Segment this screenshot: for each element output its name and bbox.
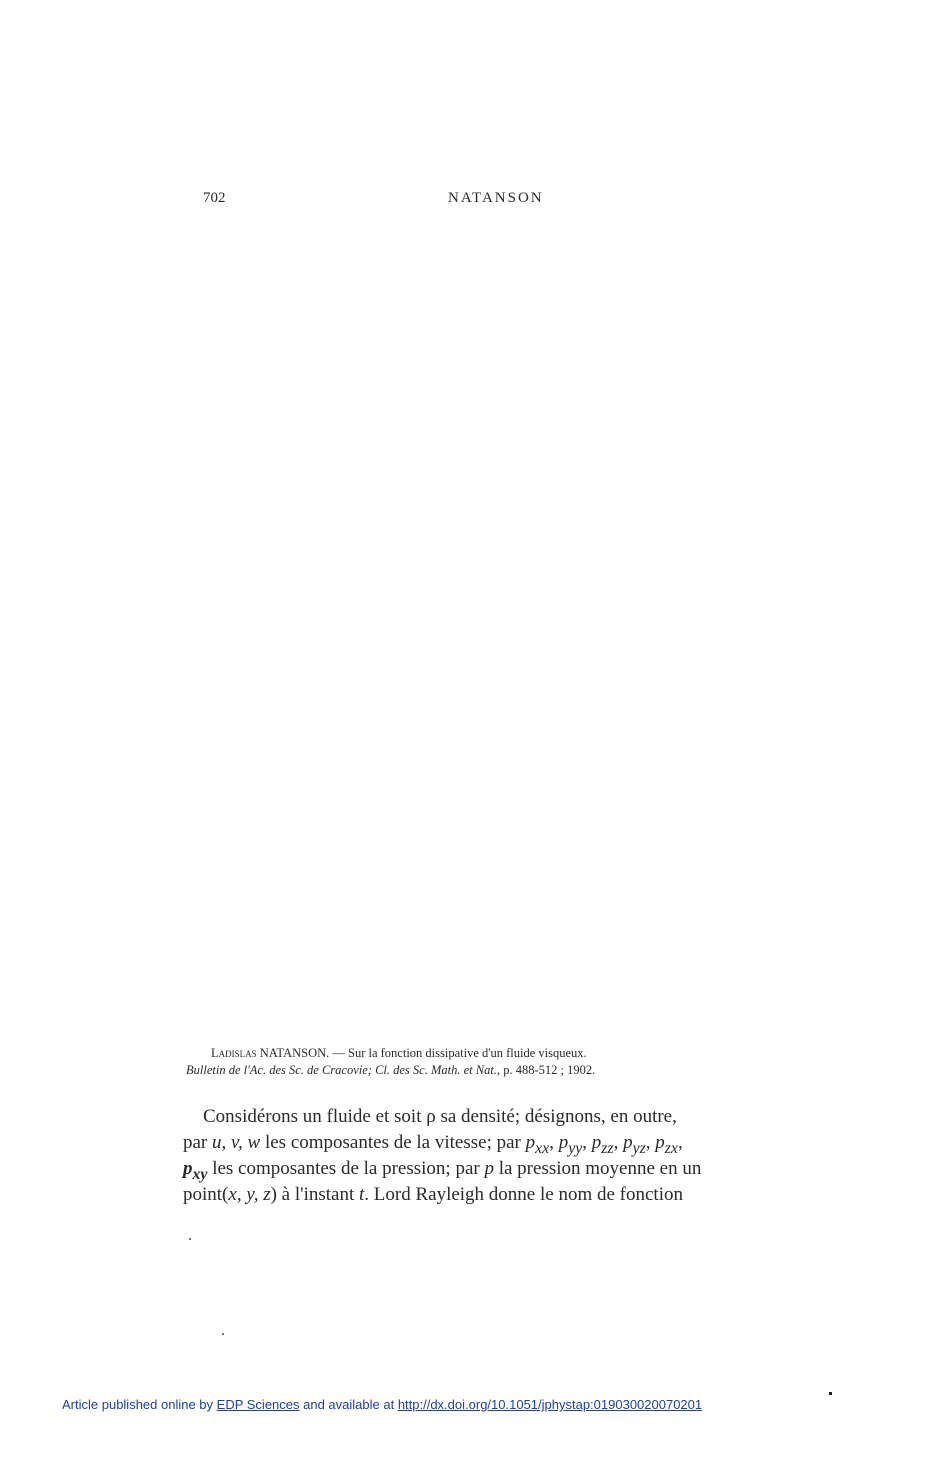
reference-journal: Bulletin de l'Ac. des Sc. de Cracovie; Cl. des Sc. Math. et Nat., <box>186 1063 501 1077</box>
p-symbol: p <box>623 1132 633 1153</box>
text: ) à l'instant <box>270 1184 359 1205</box>
subscript: yy <box>568 1139 583 1157</box>
p-symbol: p <box>183 1158 193 1179</box>
reference-author-firstname: Ladislas <box>211 1046 257 1060</box>
p-symbol: p <box>591 1132 602 1153</box>
subscript: zx <box>664 1139 678 1157</box>
reference-pages-year: p. 488-512 ; 1902. <box>503 1063 596 1077</box>
body-line-1: Considérons un fluide et soit ρ sa densité; désignons, en outre, <box>203 1106 677 1127</box>
velocity-vars: u, v, w <box>212 1132 261 1153</box>
reference-author-title <box>211 1046 587 1061</box>
p-symbol: p <box>558 1132 569 1153</box>
body-line-2: par u, v, w les composantes de la vitesse; par $p_{xx}$, $p_{yy}$, $p_{zz}$, $p_{yz}$, $p_{zx}$, <box>183 1132 683 1157</box>
publisher-link[interactable]: EDP Sciences <box>216 1397 300 1412</box>
time-symbol: t <box>359 1184 365 1205</box>
page-number: 702 <box>203 190 226 206</box>
subscript: xx <box>535 1139 550 1157</box>
text: les composantes de la pression; par <box>207 1158 485 1179</box>
coordinates: x, y, z <box>228 1184 271 1205</box>
scan-speck <box>829 1392 832 1395</box>
p-symbol: p <box>484 1158 494 1179</box>
footer-text: and available at <box>299 1397 398 1412</box>
subscript: yz <box>632 1139 646 1157</box>
footer-text: Article published online by <box>62 1397 217 1412</box>
subscript: xy <box>192 1165 208 1183</box>
publisher-footer <box>62 1397 702 1412</box>
scan-speck <box>222 1333 224 1335</box>
p-symbol: p <box>655 1132 665 1153</box>
body-line-3 <box>183 1158 701 1184</box>
scan-speck <box>189 1238 191 1240</box>
running-head: NATANSON <box>448 190 544 206</box>
text: . Lord Rayleigh donne le nom de fonction <box>364 1184 683 1205</box>
text: point( <box>183 1184 229 1205</box>
doi-link[interactable]: http://dx.doi.org/10.1051/jphystap:019030020070201 <box>397 1397 703 1412</box>
subscript: zz <box>601 1139 614 1157</box>
body-line-4 <box>183 1184 683 1206</box>
text: la pression moyenne en un <box>493 1158 702 1179</box>
reference-title: NATANSON. — Sur la fonction dissipative d'un fluide visqueux. <box>259 1046 587 1060</box>
text: les composantes de la vitesse; par <box>260 1132 526 1153</box>
reference-journal-line <box>186 1063 595 1078</box>
text: par <box>183 1132 213 1153</box>
p-symbol: p <box>525 1132 536 1153</box>
